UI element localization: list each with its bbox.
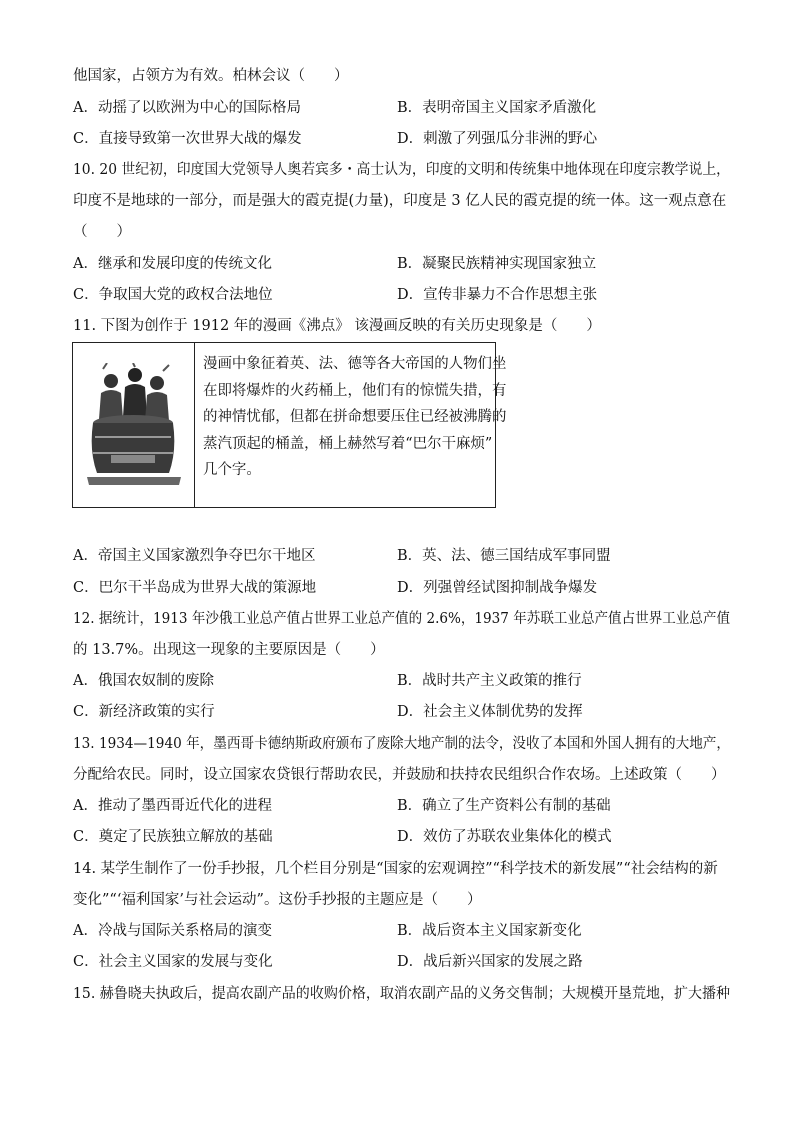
caption-line-4: 蒸汽顶起的桶盖，桶上赫然写着“巴尔干麻烦”	[203, 435, 493, 452]
caption-line-2: 在即将爆炸的火药桶上，他们有的惊慌失措，有	[203, 382, 507, 399]
q14-option-b[interactable]: B．战后资本主义国家新变化	[397, 923, 582, 939]
q11-option-b[interactable]: B．英、法、德三国结成军事同盟	[397, 548, 611, 564]
q11-option-a[interactable]: A．帝国主义国家激烈争夺巴尔干地区	[73, 548, 316, 564]
q14-stem-line-2: 变化”“‘福利国家’与社会运动”。这份手抄报的主题应是（ ）	[73, 892, 482, 908]
cartoon-caption	[203, 351, 507, 484]
q10-stem-line-2: 印度不是地球的一部分，而是强大的霞克提(力量)，印度是 3 亿人民的霞克提的统一体。这一观点意在	[73, 193, 727, 209]
q12-option-b[interactable]: B．战时共产主义政策的推行	[397, 673, 582, 689]
q10-option-b[interactable]: B．凝聚民族精神实现国家独立	[397, 256, 597, 272]
q11-stem: 11. 下图为创作于 1912 年的漫画《沸点》 该漫画反映的有关历史现象是（ ）	[73, 318, 601, 334]
caption-line-3: 的神情忧郁，但都在拼命想要压住已经被沸腾的	[203, 409, 507, 425]
q12-stem-line-1: 12. 据统计，1913 年沙俄工业总产值占世界工业总产值的 2.6%，1937 年苏联工业总产值占世界工业总产值	[73, 611, 730, 627]
q14-option-c[interactable]: C．社会主义国家的发展与变化	[73, 954, 273, 970]
q13-option-b[interactable]: B．确立了生产资料公有制的基础	[397, 798, 611, 814]
q13-stem-line-1: 13. 1934—1940 年，墨西哥卡德纳斯政府颁布了废除大地产制的法令，没收了本国和外国人拥有的大地产，	[73, 736, 730, 752]
q10-option-d[interactable]: D．宣传非暴力不合作思想主张	[397, 287, 598, 303]
boiling-point-cartoon-icon	[83, 363, 185, 487]
q14-stem-line-1: 14. 某学生制作了一份手抄报，几个栏目分别是“国家的宏观调控”“科学技术的新发展”“社会结构的新	[73, 861, 718, 877]
q9-stem-end: 他国家，占领方为有效。柏林会议（ ）	[73, 68, 349, 84]
q9-option-d[interactable]: D．刺激了列强瓜分非洲的野心	[397, 131, 598, 147]
q10-stem-line-3: （ ）	[73, 224, 131, 240]
q13-stem-line-2: 分配给农民。同时，设立国家农贷银行帮助农民，并鼓励和扶持农民组织合作农场。上述政策（ ）	[73, 767, 726, 783]
caption-line-1: 漫画中象征着英、法、德等各大帝国的人物们坐	[203, 356, 507, 372]
q11-option-d[interactable]: D．列强曾经试图抑制战争爆发	[397, 580, 598, 596]
caption-line-5: 几个字。	[203, 462, 261, 478]
q12-option-c[interactable]: C．新经济政策的实行	[73, 704, 215, 720]
q12-stem-line-2: 的 13.7%。出现这一现象的主要原因是（ ）	[73, 642, 385, 658]
q11-option-c[interactable]: C．巴尔干半岛成为世界大战的策源地	[73, 580, 317, 596]
q13-option-d[interactable]: D．效仿了苏联农业集体化的模式	[397, 829, 612, 845]
q11-cartoon-figure	[72, 342, 507, 508]
q10-option-a[interactable]: A．继承和发展印度的传统文化	[73, 256, 272, 272]
q12-option-a[interactable]: A．俄国农奴制的废除	[73, 673, 214, 689]
q9-option-b[interactable]: B．表明帝国主义国家矛盾激化	[397, 100, 597, 116]
q15-stem-line-1: 15. 赫鲁晓夫执政后，提高农副产品的收购价格，取消农副产品的义务交售制；大规模开垦荒地，扩大播种	[73, 986, 730, 1002]
q10-option-c[interactable]: C．争取国大党的政权合法地位	[73, 287, 273, 303]
q14-option-a[interactable]: A．冷战与国际关系格局的演变	[73, 923, 272, 939]
cartoon-image	[73, 343, 195, 507]
q14-option-d[interactable]: D．战后新兴国家的发展之路	[397, 954, 583, 970]
q10-stem-line-1: 10. 20 世纪初，印度国大党领导人奥若宾多・高士认为，印度的文明和传统集中地体现在印度宗教学说上，	[73, 162, 730, 178]
q9-option-a[interactable]: A．动摇了以欧洲为中心的国际格局	[73, 100, 301, 116]
q13-option-c[interactable]: C．奠定了民族独立解放的基础	[73, 829, 273, 845]
q9-option-c[interactable]: C．直接导致第一次世界大战的爆发	[73, 131, 302, 147]
q13-option-a[interactable]: A．推动了墨西哥近代化的进程	[73, 798, 272, 814]
q12-option-d[interactable]: D．社会主义体制优势的发挥	[397, 704, 583, 720]
